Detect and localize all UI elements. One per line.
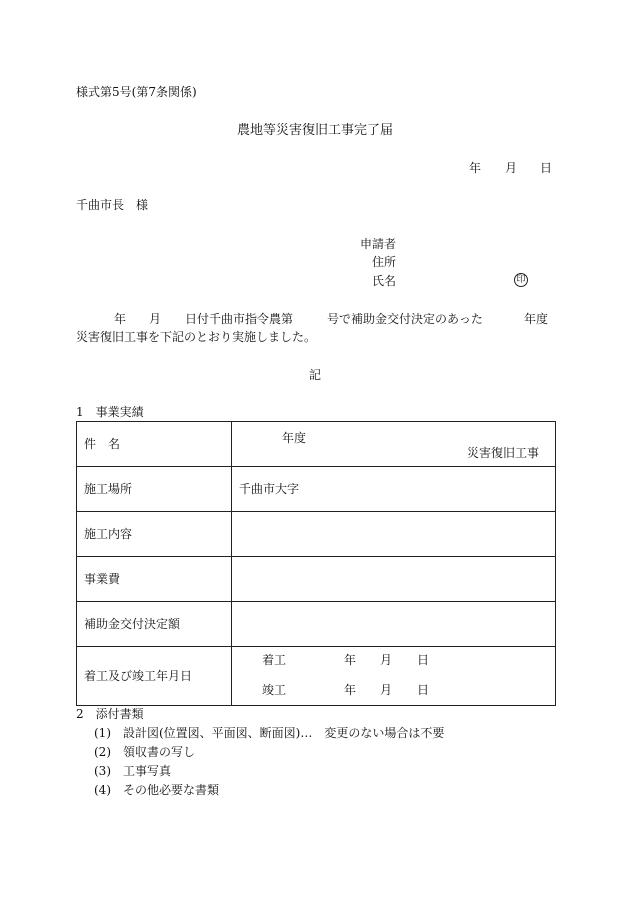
cost-value (232, 557, 556, 602)
end-label: 竣工 (262, 683, 287, 697)
date-day: 日 (540, 161, 553, 175)
row-label: 件 名 (77, 422, 232, 467)
body-text-b: 号で補助金交付決定のあった (327, 312, 483, 326)
body-text-a: 日付千曲市指令農第 (185, 312, 294, 326)
seal-mark: 印 (514, 273, 528, 287)
row-label: 事業費 (77, 557, 232, 602)
table-row (77, 422, 556, 467)
end-day: 日 (417, 683, 430, 697)
content-value (232, 512, 556, 557)
start-month: 月 (380, 653, 393, 667)
body-text-c: 年度 (524, 312, 549, 326)
end-month: 月 (380, 683, 393, 697)
list-item: (2) 領収書の写し (94, 745, 195, 759)
start-label: 着工 (262, 653, 287, 667)
form-number: 様式第5号(第7条関係) (76, 85, 197, 99)
location-value: 千曲市大字 (232, 467, 556, 512)
date-month: 月 (505, 161, 518, 175)
table-row (77, 557, 556, 602)
body-month: 月 (149, 312, 162, 326)
ki-heading: 記 (308, 368, 321, 382)
row-label: 補助金交付決定額 (77, 602, 232, 647)
subsidy-value (232, 602, 556, 647)
start-year: 年 (344, 653, 357, 667)
page-title: 農地等災害復旧工事完了届 (236, 123, 393, 138)
body-year: 年 (114, 312, 127, 326)
date-year: 年 (469, 161, 482, 175)
body-line-2: 災害復旧工事を下記のとおり実施しました。 (76, 330, 317, 344)
list-item: (3) 工事写真 (94, 764, 171, 778)
table-row (77, 602, 556, 647)
dates-value (232, 647, 556, 706)
row-label: 着工及び竣工年月日 (77, 647, 232, 706)
section1-heading: 1 事業実績 (76, 405, 144, 419)
table-row (77, 647, 556, 706)
address-label: 住所 (372, 255, 397, 269)
name-suffix: 災害復旧工事 (466, 446, 539, 460)
section2-heading: 2 添付書類 (76, 707, 144, 721)
start-day: 日 (417, 653, 430, 667)
applicant-label: 申請者 (360, 237, 397, 251)
results-table (76, 421, 556, 706)
name-year: 年度 (282, 431, 307, 445)
row-value (232, 422, 556, 467)
addressee: 千曲市長 様 (76, 198, 149, 212)
name-label: 氏名 (372, 274, 397, 288)
table-row (77, 512, 556, 557)
end-year: 年 (344, 683, 357, 697)
row-label: 施工場所 (77, 467, 232, 512)
list-item: (1) 設計図(位置図、平面図、断面図)… 変更のない場合は不要 (94, 726, 445, 740)
table-row (77, 467, 556, 512)
row-label: 施工内容 (77, 512, 232, 557)
list-item: (4) その他必要な書類 (94, 783, 219, 797)
